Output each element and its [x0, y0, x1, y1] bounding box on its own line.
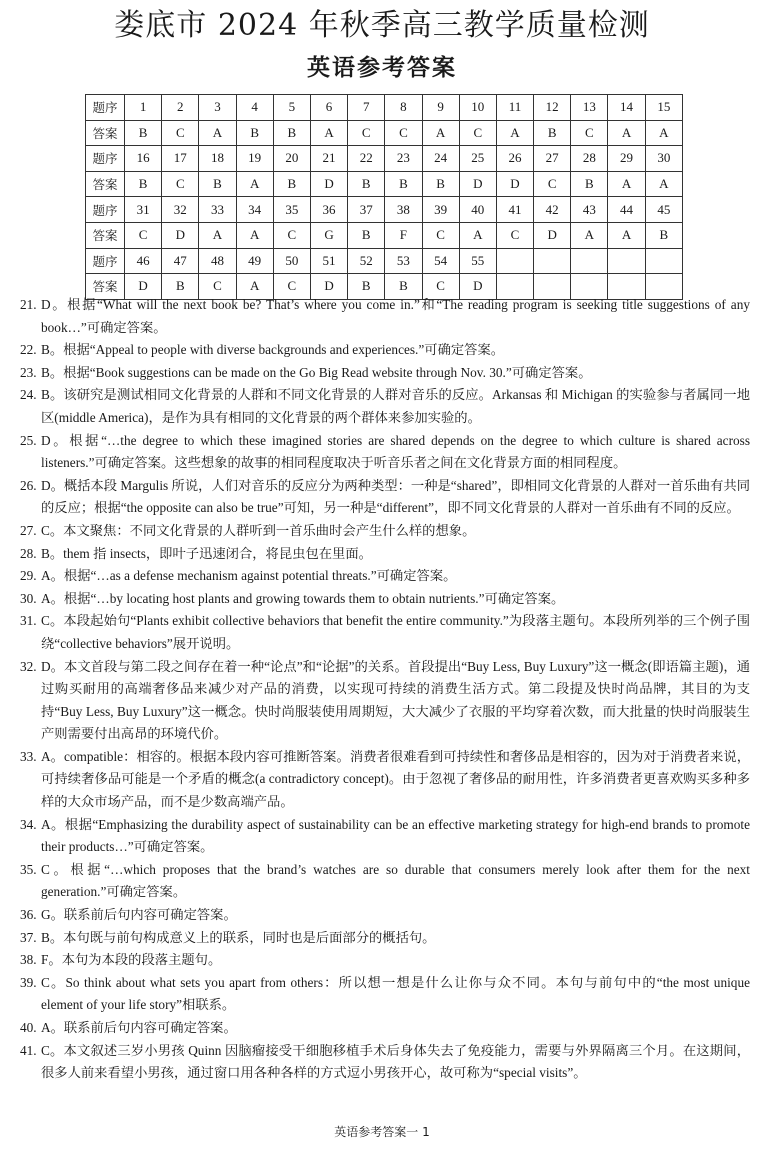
question-number-row	[86, 146, 683, 172]
question-number-cell: 13	[571, 95, 608, 121]
explanation-item	[20, 565, 750, 588]
explanation-item	[20, 859, 750, 904]
question-number-cell	[496, 248, 533, 274]
answer-cell: A	[608, 120, 645, 146]
answer-cell: C	[496, 222, 533, 248]
explanation-item	[20, 384, 750, 429]
question-number-cell: 28	[571, 146, 608, 172]
answer-cell: A	[645, 120, 682, 146]
question-number-row-label: 题序	[86, 248, 125, 274]
explanation-number: 31.	[20, 613, 37, 629]
question-number-cell: 21	[310, 146, 347, 172]
question-number-cell: 4	[236, 95, 273, 121]
explanation-number: 41.	[20, 1042, 37, 1058]
explanation-number: 33.	[20, 748, 37, 764]
question-number-cell: 29	[608, 146, 645, 172]
explanation-text: F。本句为本段的段落主题句。	[41, 952, 222, 968]
answer-cell: B	[125, 171, 162, 197]
explanation-item	[20, 588, 750, 611]
explanation-number: 22.	[20, 342, 37, 358]
question-number-cell: 26	[496, 146, 533, 172]
answer-cell: C	[422, 274, 459, 300]
answer-cell: C	[273, 274, 310, 300]
answer-cell: D	[496, 171, 533, 197]
answer-cell: A	[236, 222, 273, 248]
answer-cell: C	[459, 120, 496, 146]
question-number-cell: 18	[199, 146, 236, 172]
question-number-cell: 7	[348, 95, 385, 121]
explanation-text: C。本文叙述三岁小男孩 Quinn 因脑瘤接受干细胞移植手术后身体失去了免疫能力，需要与外界隔离三个月。在这期间，很多人前来看望小男孩，通过窗口用各种各样的方式逗小男孩开心，故可称为“special visits”。	[41, 1042, 750, 1081]
answer-cell: A	[199, 120, 236, 146]
question-number-cell: 12	[534, 95, 571, 121]
explanation-number: 28.	[20, 545, 37, 561]
explanation-item	[20, 656, 750, 746]
answer-row	[86, 222, 683, 248]
question-number-cell: 25	[459, 146, 496, 172]
answer-cell: B	[236, 120, 273, 146]
question-number-row-label: 题序	[86, 95, 125, 121]
question-number-cell	[571, 248, 608, 274]
explanation-text: G。联系前后句内容可确定答案。	[41, 907, 237, 923]
answer-cell: A	[236, 274, 273, 300]
answer-cell: B	[348, 222, 385, 248]
answer-cell: B	[571, 171, 608, 197]
explanation-number: 40.	[20, 1020, 37, 1035]
explanation-text: C。So think about what sets you apart from others：所以想一想是什么让你与众不同。本句与前句中的“the most unique element of your life story”相联系。	[41, 974, 750, 1013]
explanation-text: B。该研究是测试相同文化背景的人群和不同文化背景的人群对音乐的反应。Arkansas 和 Michigan 的实验参与者属同一地区(middle America)，是作为具有相同的文化背景的两个群体来参加实验的。	[41, 387, 750, 425]
explanation-text: C。根据“…which proposes that the brand’s watches are so durable that consumers merely look after them for the next generation.”可确定答案。	[41, 861, 750, 900]
question-number-row	[86, 248, 683, 274]
question-number-cell: 31	[125, 197, 162, 223]
answer-cell: A	[608, 222, 645, 248]
question-number-cell: 55	[459, 248, 496, 274]
explanation-item	[20, 1040, 750, 1085]
explanation-text: A。联系前后句内容可确定答案。	[41, 1020, 237, 1035]
explanation-number: 23.	[20, 364, 37, 380]
explanation-item	[20, 972, 750, 1017]
answer-row	[86, 171, 683, 197]
explanation-item	[20, 294, 750, 339]
question-number-cell: 38	[385, 197, 422, 223]
explanation-number: 21.	[20, 297, 37, 312]
answer-cell: C	[422, 222, 459, 248]
explanation-text: A。根据“Emphasizing the durability aspect of sustainability can be an effective marketing strategy for high-end brands to promote their products…”可确定答案。	[41, 816, 750, 855]
explanation-list	[20, 294, 750, 1085]
explanation-text: A。根据“…as a defense mechanism against potential threats.”可确定答案。	[41, 568, 457, 584]
question-number-cell	[608, 248, 645, 274]
explanation-item	[20, 746, 750, 814]
question-number-cell: 49	[236, 248, 273, 274]
answer-row-label: 答案	[86, 274, 125, 300]
answer-cell: D	[534, 222, 571, 248]
page-subtitle: 英语参考答案	[307, 55, 457, 81]
explanation-item	[20, 339, 750, 362]
explanation-number: 34.	[20, 816, 37, 832]
question-number-cell: 6	[310, 95, 347, 121]
question-number-cell: 43	[571, 197, 608, 223]
explanation-number: 26.	[20, 477, 37, 493]
answer-row-label: 答案	[86, 171, 125, 197]
explanation-item	[20, 610, 750, 655]
explanation-item	[20, 520, 750, 543]
explanation-text: B。them 指 insects，即叶子迅速闭合，将昆虫包在里面。	[41, 545, 372, 561]
answer-cell: B	[273, 171, 310, 197]
question-number-cell: 52	[348, 248, 385, 274]
question-number-cell: 19	[236, 146, 273, 172]
answer-cell: B	[385, 171, 422, 197]
answer-cell: A	[236, 171, 273, 197]
question-number-cell: 40	[459, 197, 496, 223]
page-footer: 英语参考答案一 1	[334, 1125, 430, 1139]
answer-cell: C	[125, 222, 162, 248]
question-number-cell: 14	[608, 95, 645, 121]
question-number-row	[86, 95, 683, 121]
question-number-cell: 45	[645, 197, 682, 223]
question-number-cell: 44	[608, 197, 645, 223]
explanation-item	[20, 1017, 750, 1040]
explanation-text: B。根据“Appeal to people with diverse backgrounds and experiences.”可确定答案。	[41, 342, 505, 358]
explanation-number: 24.	[20, 387, 37, 403]
answer-cell: C	[162, 120, 199, 146]
answer-cell: B	[348, 274, 385, 300]
explanation-text: C。本文聚焦：不同文化背景的人群听到一首乐曲时会产生什么样的想象。	[41, 522, 476, 538]
question-number-cell: 47	[162, 248, 199, 274]
explanation-number: 35.	[20, 861, 37, 877]
question-number-cell: 23	[385, 146, 422, 172]
explanation-number: 32.	[20, 658, 37, 674]
question-number-cell: 24	[422, 146, 459, 172]
answer-table	[85, 94, 683, 300]
question-number-cell: 54	[422, 248, 459, 274]
question-number-cell: 8	[385, 95, 422, 121]
question-number-row-label: 题序	[86, 197, 125, 223]
question-number-cell: 33	[199, 197, 236, 223]
answer-cell: A	[422, 120, 459, 146]
answer-cell: A	[608, 171, 645, 197]
answer-row-label: 答案	[86, 120, 125, 146]
question-number-cell: 35	[273, 197, 310, 223]
answer-cell: B	[645, 222, 682, 248]
page-title: 娄底市 2024 年秋季高三教学质量检测	[114, 8, 650, 43]
answer-cell: C	[534, 171, 571, 197]
answer-cell: A	[459, 222, 496, 248]
question-number-cell: 37	[348, 197, 385, 223]
answer-cell: B	[422, 171, 459, 197]
explanation-item	[20, 475, 750, 520]
explanation-item	[20, 904, 750, 927]
question-number-cell: 16	[125, 146, 162, 172]
explanation-text: D。根据“What will the next book be? That’s where you come in.”和“The reading program is seeking title suggestions of any book…”可确定答案。	[41, 297, 750, 335]
answer-cell: A	[496, 120, 533, 146]
answer-cell: D	[162, 222, 199, 248]
explanation-text: D。概括本段 Margulis 所说，人们对音乐的反应分为两种类型：一种是“shared”，即相同文化背景的人群对一首乐曲有共同的反应；根据“the opposite can also be true”可知，另一种是“different”，即不同文化背景的人群对一首乐曲有不同的反应。	[41, 477, 750, 516]
answer-cell: G	[310, 222, 347, 248]
explanation-item	[20, 430, 750, 475]
explanation-item	[20, 814, 750, 859]
question-number-cell: 41	[496, 197, 533, 223]
answer-cell: D	[310, 274, 347, 300]
question-number-cell	[534, 248, 571, 274]
explanation-text: A。根据“…by locating host plants and growing towards them to obtain nutrients.”可确定答案。	[41, 590, 565, 606]
answer-cell: B	[534, 120, 571, 146]
answer-cell: B	[348, 171, 385, 197]
answer-cell: C	[199, 274, 236, 300]
explanation-text: B。根据“Book suggestions can be made on the Go Big Read website through Nov. 30.”可确定答案。	[41, 364, 592, 380]
question-number-row-label: 题序	[86, 146, 125, 172]
answer-cell: D	[310, 171, 347, 197]
explanation-number: 25.	[20, 432, 37, 448]
question-number-cell: 39	[422, 197, 459, 223]
question-number-cell: 32	[162, 197, 199, 223]
question-number-cell: 20	[273, 146, 310, 172]
explanation-number: 36.	[20, 907, 37, 923]
answer-cell: D	[125, 274, 162, 300]
question-number-cell: 53	[385, 248, 422, 274]
question-number-cell: 10	[459, 95, 496, 121]
answer-cell: B	[273, 120, 310, 146]
answer-cell: C	[273, 222, 310, 248]
question-number-cell: 11	[496, 95, 533, 121]
answer-cell: C	[348, 120, 385, 146]
answer-cell: B	[162, 274, 199, 300]
answer-cell: C	[571, 120, 608, 146]
answer-cell: B	[125, 120, 162, 146]
question-number-cell: 51	[310, 248, 347, 274]
answer-cell: C	[385, 120, 422, 146]
explanation-number: 27.	[20, 522, 37, 538]
answer-cell: A	[571, 222, 608, 248]
answer-cell: C	[162, 171, 199, 197]
explanation-item	[20, 927, 750, 950]
explanation-item	[20, 949, 750, 972]
explanation-item	[20, 543, 750, 566]
question-number-cell: 50	[273, 248, 310, 274]
explanation-number: 39.	[20, 974, 37, 990]
question-number-cell: 3	[199, 95, 236, 121]
explanation-text: D。根据“…the degree to which these imagined stories are shared depends on the degree to which culture is shared across listeners.”可确定答案。这些想象的故事的相同程度取决于听音乐者之间在文化背景方面的相同程度。	[41, 432, 750, 471]
question-number-cell: 48	[199, 248, 236, 274]
explanation-text: A。compatible：相容的。根据本段内容可推断答案。消费者很难看到可持续性和奢侈品是相容的，因为对于消费者来说，可持续奢侈品可能是一个矛盾的概念(a contradictory concept)。由于忽视了奢侈品的耐用性，许多消费者更喜欢购买多种多样的大众市场产品，而不是少数高端产品。	[41, 748, 750, 810]
explanation-text: B。本句既与前句构成意义上的联系，同时也是后面部分的概括句。	[41, 929, 436, 945]
question-number-cell: 46	[125, 248, 162, 274]
question-number-cell: 30	[645, 146, 682, 172]
answer-cell: F	[385, 222, 422, 248]
explanation-text: C。本段起始句“Plants exhibit collective behaviors that benefit the entire community.”为段落主题句。本段所列举的三个例子围绕“collective behaviors”展开说明。	[41, 613, 750, 651]
question-number-cell: 27	[534, 146, 571, 172]
explanation-text: D。本文首段与第二段之间存在着一种“论点”和“论据”的关系。首段提出“Buy Less, Buy Luxury”这一概念(即语篇主题)，通过购买耐用的高端奢侈品来减少对产品的消费，以实现可持续的消费生活方式。第二段提及快时尚品牌，其目的为支持“Buy Less, Buy Luxury”这一概念。快时尚服装使用周期短，大大减少了衣服的平均穿着次数，而大批量的快时尚服装生产则需要付出高昂的环境代价。	[41, 658, 750, 742]
explanation-item	[20, 362, 750, 385]
answer-row-label: 答案	[86, 222, 125, 248]
explanation-number: 37.	[20, 929, 37, 945]
answer-cell: B	[385, 274, 422, 300]
question-number-cell: 36	[310, 197, 347, 223]
question-number-cell	[645, 248, 682, 274]
answer-cell: A	[645, 171, 682, 197]
answer-cell: D	[459, 274, 496, 300]
answer-cell: B	[199, 171, 236, 197]
question-number-cell: 15	[645, 95, 682, 121]
answer-row	[86, 120, 683, 146]
question-number-row	[86, 197, 683, 223]
question-number-cell: 42	[534, 197, 571, 223]
answer-cell: D	[459, 171, 496, 197]
answer-cell: A	[199, 222, 236, 248]
answer-cell: A	[310, 120, 347, 146]
question-number-cell: 34	[236, 197, 273, 223]
question-number-cell: 17	[162, 146, 199, 172]
question-number-cell: 2	[162, 95, 199, 121]
question-number-cell: 22	[348, 146, 385, 172]
explanation-number: 29.	[20, 568, 37, 584]
explanation-number: 30.	[20, 590, 37, 606]
question-number-cell: 5	[273, 95, 310, 121]
question-number-cell: 9	[422, 95, 459, 121]
question-number-cell: 1	[125, 95, 162, 121]
explanation-number: 38.	[20, 952, 37, 968]
